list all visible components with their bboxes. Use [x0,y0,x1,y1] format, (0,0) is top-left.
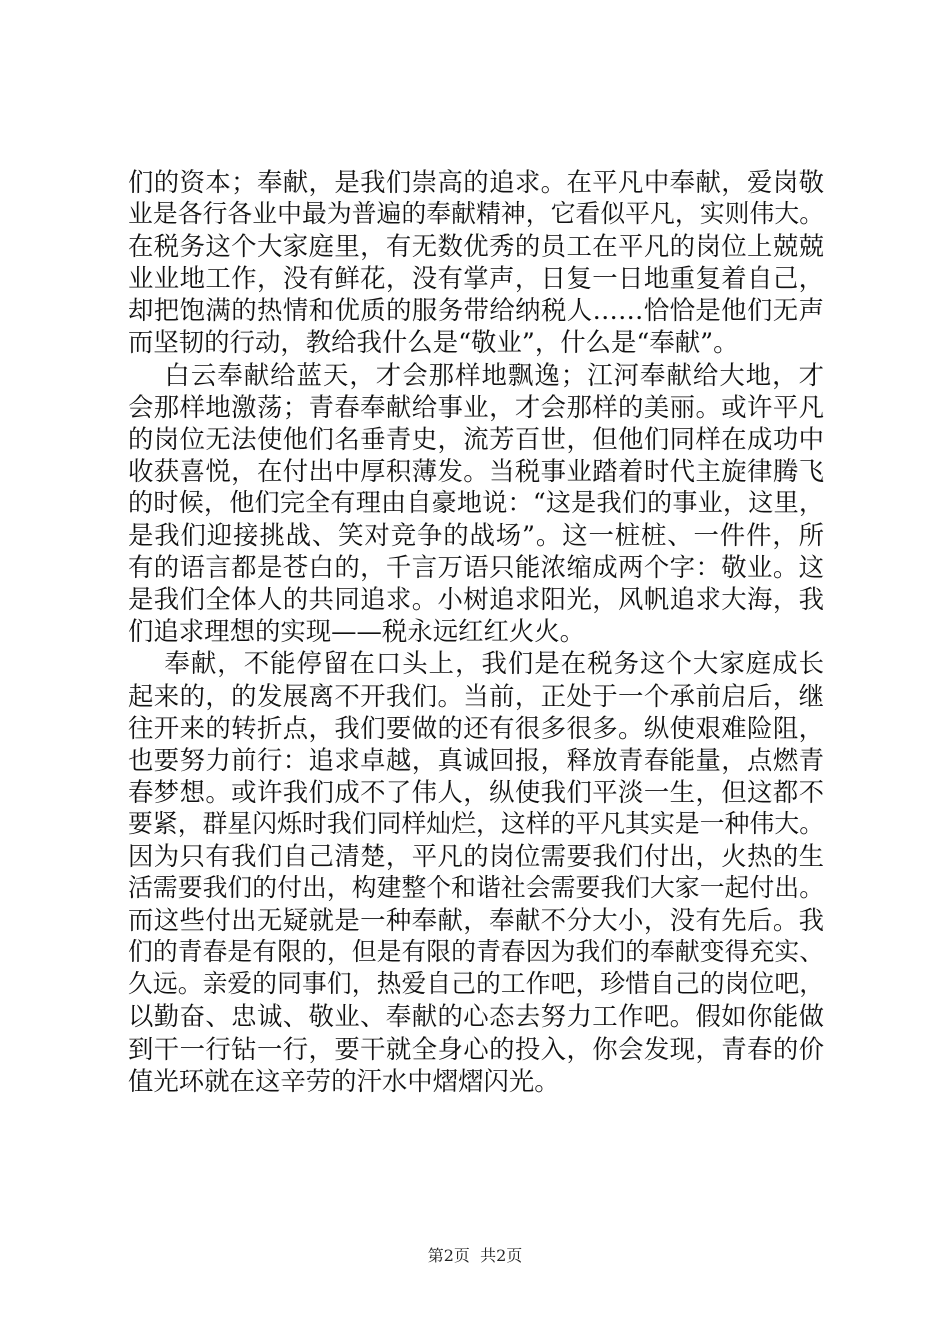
text-line: 白云奉献给蓝天，才会那样地飘逸；江河奉献给大地，才 [128,359,824,390]
text-line: 是我们全体人的共同追求。小树追求阳光，风帆追求大海，我 [128,584,824,615]
text-line: 在税务这个大家庭里，有无数优秀的员工在平凡的岗位上兢兢 [128,231,824,262]
text-line: 活需要我们的付出，构建整个和谐社会需要我们大家一起付出。 [128,873,824,903]
text-line: 有的语言都是苍白的，千言万语只能浓缩成两个字：敬业。这 [128,552,824,583]
page-footer [0,1246,950,1266]
text-line: 业业地工作，没有鲜花，没有掌声，日复一日地重复着自己， [128,263,824,294]
text-line: 起来的，的发展离不开我们。当前，正处于一个承前启后，继 [128,680,824,711]
body-text [128,166,824,1097]
text-line: 的岗位无法使他们名垂青史，流芳百世，但他们同样在成功中 [128,423,824,454]
text-line: 因为只有我们自己清楚，平凡的岗位需要我们付出，火热的生 [128,840,824,871]
text-line: 春梦想。或许我们成不了伟人，纵使我们平淡一生，但这都不 [128,776,824,807]
text-line: 久远。亲爱的同事们，热爱自己的工作吧，珍惜自己的岗位吧， [128,969,824,999]
text-line: 而坚韧的行动，教给我什么是“敬业”，什么是“奉献”。 [128,327,739,358]
text-line: 们的青春是有限的，但是有限的青春因为我们的奉献变得充实、 [128,937,824,967]
text-line: 的时候，他们完全有理由自豪地说：“这是我们的事业，这里， [128,487,824,517]
text-line: 会那样地激荡；青春奉献给事业，才会那样的美丽。或许平凡 [128,391,824,422]
text-line: 值光环就在这辛劳的汗水中熠熠闪光。 [128,1065,560,1096]
page-number: 第2页 共2页 [427,1246,523,1265]
text-line: 而这些付出无疑就是一种奉献，奉献不分大小，没有先后。我 [128,905,824,936]
text-line: 以勤奋、忠诚、敬业、奉献的心态去努力工作吧。假如你能做 [128,1001,824,1032]
text-line: 们追求理想的实现——税永远红红火火。 [128,616,586,647]
text-line: 却把饱满的热情和优质的服务带给纳税人……恰恰是他们无声 [128,295,824,326]
text-line: 往开来的转折点，我们要做的还有很多很多。纵使艰难险阻， [128,712,824,743]
text-line: 是我们迎接挑战、笑对竞争的战场”。这一桩桩、一件件，所 [128,520,824,551]
text-line: 到干一行钻一行，要干就全身心的投入，你会发现，青春的价 [128,1033,824,1064]
text-line: 要紧，群星闪烁时我们同样灿烂，这样的平凡其实是一种伟大。 [128,808,824,838]
text-line: 收获喜悦，在付出中厚积薄发。当税事业踏着时代主旋律腾飞 [128,455,824,486]
text-line: 也要努力前行：追求卓越，真诚回报，释放青春能量，点燃青 [128,744,824,775]
text-line: 业是各行各业中最为普遍的奉献精神，它看似平凡，实则伟大。 [128,199,824,229]
text-line: 们的资本；奉献，是我们崇高的追求。在平凡中奉献，爱岗敬 [128,167,824,197]
text-line: 奉献，不能停留在口头上，我们是在税务这个大家庭成长 [128,648,824,679]
